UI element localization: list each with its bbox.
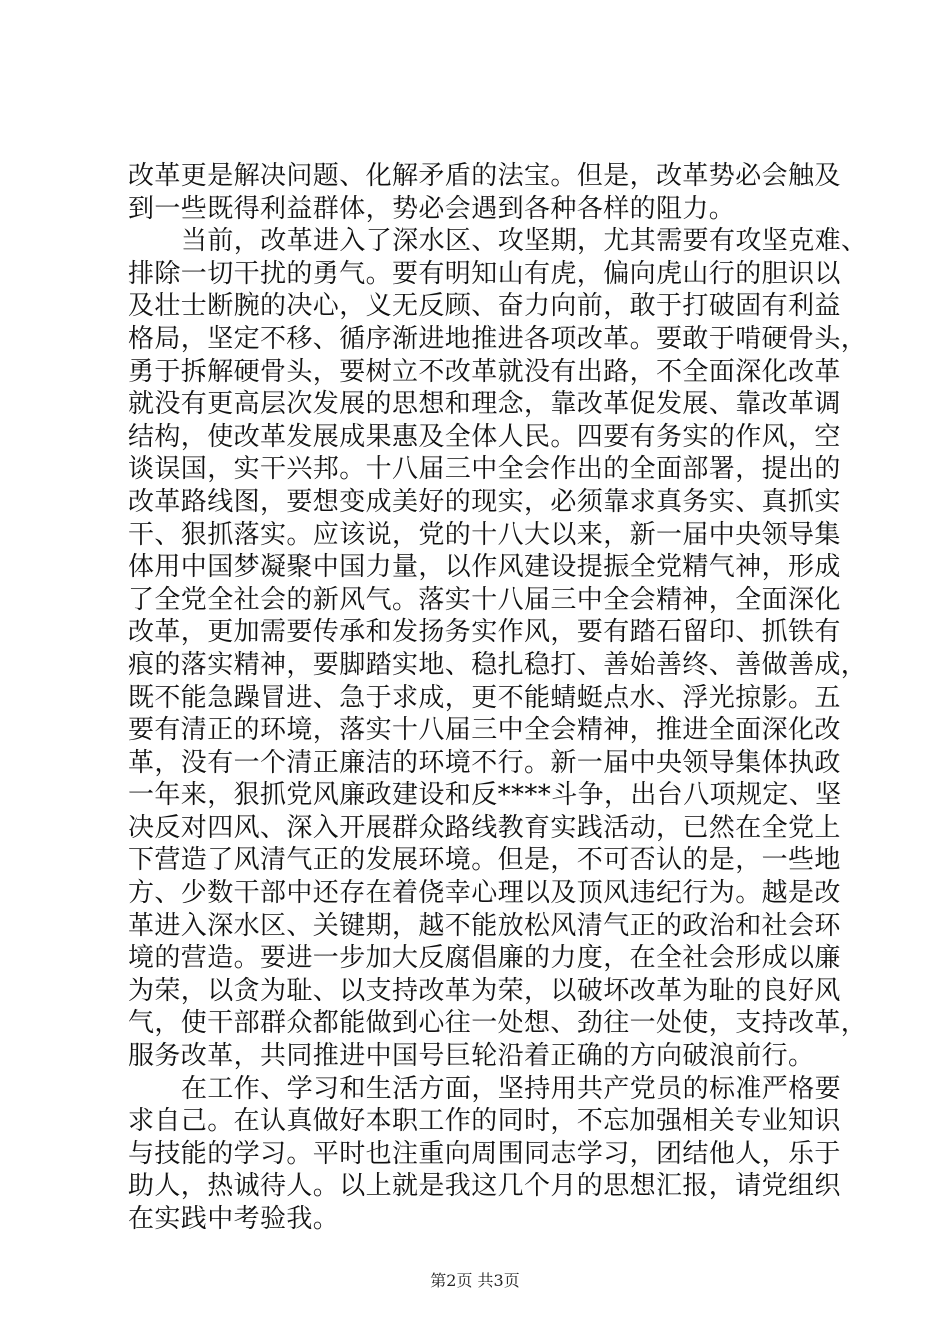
text-line: 谈误国，实干兴邦。十八届三中全会作出的全面部署，提出的 xyxy=(128,454,841,485)
text-line: 痕的落实精神，要脚踏实地、稳扎稳打、善始善终、善做善成， xyxy=(128,649,868,680)
text-line: 到一些既得利益群体，势必会遇到各种各样的阻力。 xyxy=(128,193,736,224)
text-line: 改革更是解决问题、化解矛盾的法宝。但是，改革势必会触及 xyxy=(128,161,841,191)
text-line: 一年来，狠抓党风廉政建设和反****斗争，出台八项规定、坚 xyxy=(128,780,842,811)
text-line: 与技能的学习。平时也注重向周围同志学习，团结他人，乐于 xyxy=(128,1138,841,1169)
text-line: 改革，更加需要传承和发扬务实作风，要有踏石留印、抓铁有 xyxy=(128,617,841,648)
text-line: 改革路线图，要想变成美好的现实，必须靠求真务实、真抓实 xyxy=(128,486,841,517)
page-footer: 第2页 共3页 xyxy=(430,1271,520,1290)
text-line: 革进入深水区、关键期，越不能放松风清气正的政治和社会环 xyxy=(128,910,841,941)
text-line: 干、狠抓落实。应该说，党的十八大以来，新一届中央领导集 xyxy=(128,519,841,550)
text-line: 下营造了风清气正的发展环境。但是，不可否认的是，一些地 xyxy=(128,845,841,876)
text-line: 格局，坚定不移、循序渐进地推进各项改革。要敢于啃硬骨头， xyxy=(128,323,868,354)
text-line: 就没有更高层次发展的思想和理念，靠改革促发展、靠改革调 xyxy=(128,389,841,420)
text-line: 助人，热诚待人。以上就是我这几个月的思想汇报，请党组织 xyxy=(128,1171,841,1202)
text-line: 气，使干部群众都能做到心往一处想、劲往一处使，支持改革， xyxy=(128,1008,868,1039)
text-line: 要有清正的环境，落实十八届三中全会精神，推进全面深化改 xyxy=(128,715,841,746)
text-line: 在实践中考验我。 xyxy=(128,1204,340,1234)
text-line: 体用中国梦凝聚中国力量，以作风建设提振全党精气神，形成 xyxy=(128,552,841,583)
text-line: 为荣，以贪为耻、以支持改革为荣，以破坏改革为耻的良好风 xyxy=(128,975,841,1006)
text-line: 决反对四风、深入开展群众路线教育实践活动，已然在全党上 xyxy=(128,812,841,843)
text-line: 革，没有一个清正廉洁的环境不行。新一届中央领导集体执政 xyxy=(128,747,841,778)
text-line: 境的营造。要进一步加大反腐倡廉的力度，在全社会形成以廉 xyxy=(128,943,841,974)
text-line: 方、少数干部中还存在着侥幸心理以及顶风违纪行为。越是改 xyxy=(128,878,841,909)
text-line: 既不能急躁冒进、急于求成，更不能蜻蜓点水、浮光掠影。五 xyxy=(128,682,841,713)
text-line: 了全党全社会的新风气。落实十八届三中全会精神，全面深化 xyxy=(128,584,841,615)
text-line: 结构，使改革发展成果惠及全体人民。四要有务实的作风，空 xyxy=(128,421,841,452)
text-line: 服务改革，共同推进中国号巨轮沿着正确的方向破浪前行。 xyxy=(128,1041,815,1072)
text-line: 求自己。在认真做好本职工作的同时，不忘加强相关专业知识 xyxy=(128,1106,841,1137)
text-line: 排除一切干扰的勇气。要有明知山有虎，偏向虎山行的胆识以 xyxy=(128,258,841,289)
text-line: 勇于拆解硬骨头，要树立不改革就没有出路，不全面深化改革 xyxy=(128,356,841,387)
paragraph-start-line: 在工作、学习和生活方面，坚持用共产党员的标准严格要 xyxy=(181,1073,842,1104)
document-body xyxy=(128,160,868,1236)
paragraph-start-line: 当前，改革进入了深水区、攻坚期，尤其需要有攻坚克难、 xyxy=(181,226,868,257)
text-line: 及壮士断腕的决心，义无反顾、奋力向前，敢于打破固有利益 xyxy=(128,291,841,322)
